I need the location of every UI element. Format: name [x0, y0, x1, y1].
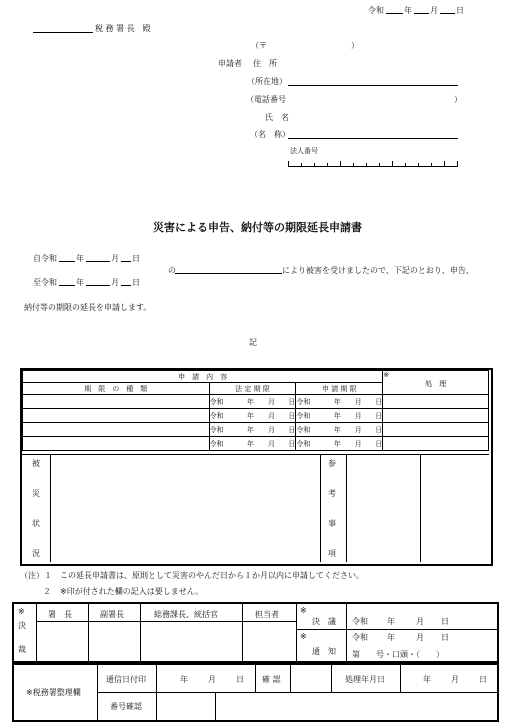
header-year: 年	[404, 6, 412, 15]
shori-label: 処 理	[425, 380, 447, 388]
request-month: 月	[341, 437, 362, 451]
shori-field	[383, 409, 489, 423]
from-day-field[interactable]	[121, 261, 131, 262]
divider	[400, 665, 401, 692]
kind-field[interactable]	[23, 409, 210, 423]
corp-number-tick	[457, 161, 458, 167]
request-year: 年	[311, 409, 341, 423]
legal-month: 月	[254, 423, 275, 437]
legal-era: 令和	[209, 423, 224, 437]
kind-field[interactable]	[23, 395, 210, 409]
notice-number: 第 号・口頭・（ ）	[352, 650, 444, 659]
divider	[420, 454, 421, 562]
tax-office-blank[interactable]	[33, 32, 93, 33]
reference-label-1: 参	[328, 459, 336, 468]
from-month-field[interactable]	[86, 261, 110, 262]
request-era: 令和	[296, 395, 311, 409]
disaster-name-field[interactable]	[175, 273, 282, 274]
request-month: 月	[341, 423, 362, 437]
request-year: 年	[311, 395, 341, 409]
manager-label: 総務課長、統括官	[154, 610, 218, 619]
phone-label: （電話番号	[246, 95, 286, 104]
from-day: 日	[132, 254, 140, 263]
address-field[interactable]	[288, 85, 458, 86]
divider	[36, 604, 37, 661]
legal-day: 日	[275, 395, 296, 409]
request-day: 日	[362, 409, 383, 423]
legal-year: 年	[224, 423, 254, 437]
divider	[140, 604, 141, 661]
postal-label: （〒	[251, 41, 267, 50]
comm-date-label: 通信日付印	[106, 675, 146, 684]
damage-field[interactable]	[52, 456, 318, 560]
comm-day: 日	[236, 675, 244, 684]
notice-day: 日	[441, 633, 449, 642]
divider	[290, 665, 291, 692]
request-era: 令和	[296, 423, 311, 437]
reason-text: により被害を受けましたので、下記のとおり、申告、	[282, 266, 474, 275]
legal-day: 日	[275, 409, 296, 423]
approval-mark: ※	[18, 607, 25, 616]
divider	[331, 665, 332, 692]
damage-label-4: 況	[32, 549, 40, 558]
kind-field[interactable]	[23, 423, 210, 437]
addressee: 税 務 署 長 殿	[95, 24, 151, 33]
office-use-label: ※税務署整理欄	[26, 688, 81, 697]
corp-number-label: 法人番号	[290, 147, 318, 155]
legal-year: 年	[224, 409, 254, 423]
divider	[215, 692, 216, 720]
col-kind: 期 限 の 種 類	[23, 383, 210, 395]
processing-month: 月	[451, 675, 459, 684]
note-2: ※印が付された欄の記入は要しません。	[60, 587, 204, 596]
legal-year: 年	[224, 395, 254, 409]
decision-year: 年	[387, 617, 395, 626]
name-field[interactable]	[288, 138, 458, 139]
corp-number-tick	[379, 163, 380, 167]
header-day: 日	[456, 6, 464, 15]
request-day: 日	[362, 423, 383, 437]
request-day: 日	[362, 437, 383, 451]
to-year: 年	[76, 278, 84, 287]
from-month: 月	[111, 254, 119, 263]
deputy-label: 副署長	[100, 610, 124, 619]
corp-number-tick	[340, 161, 341, 167]
divider	[296, 604, 297, 661]
legal-month: 月	[254, 395, 275, 409]
phone-close: ）	[454, 95, 462, 104]
legal-era: 令和	[209, 437, 224, 451]
request-year: 年	[311, 437, 341, 451]
decision-day: 日	[441, 617, 449, 626]
corp-number-tick	[405, 163, 406, 167]
comm-month: 月	[208, 675, 216, 684]
divider	[97, 692, 497, 693]
request-day: 日	[362, 395, 383, 409]
confirm-label: 確 認	[262, 675, 281, 684]
divider	[88, 604, 89, 661]
divider	[255, 665, 256, 692]
from-year: 年	[76, 254, 84, 263]
shori-mark: ※	[383, 371, 390, 379]
decision-mark: ※	[300, 606, 307, 615]
notice-era: 令和	[352, 633, 368, 642]
divider	[22, 454, 489, 455]
col-legal: 法 定 期 限	[209, 383, 296, 395]
damage-label-3: 状	[32, 519, 40, 528]
reference-label-3: 事	[328, 519, 336, 528]
reference-field[interactable]	[348, 456, 418, 560]
to-day-field[interactable]	[121, 285, 131, 286]
note-prefix-2: ２	[43, 587, 51, 596]
processing-date-label: 処理年月日	[345, 675, 385, 684]
processing-year: 年	[423, 675, 431, 684]
from-year-field[interactable]	[59, 261, 75, 262]
chief-label: 署 長	[48, 610, 72, 619]
ketsu-label: 決	[18, 621, 26, 630]
divider	[50, 454, 51, 562]
comm-year: 年	[180, 675, 188, 684]
divider	[36, 621, 296, 622]
no-particle: の	[168, 266, 176, 275]
shori-field	[383, 423, 489, 437]
table-row	[23, 409, 489, 423]
corp-number-tick	[288, 161, 289, 167]
col-request: 申 請 期 限	[296, 383, 383, 395]
table-row	[23, 423, 489, 437]
request-year: 年	[311, 423, 341, 437]
decision-month: 月	[416, 617, 424, 626]
shori-field	[383, 437, 489, 451]
divider	[346, 454, 347, 562]
request-month: 月	[341, 395, 362, 409]
applicant-label: 申請者	[218, 59, 242, 68]
to-era: 至令和	[33, 278, 57, 287]
damage-label-2: 災	[32, 489, 40, 498]
name-label: 氏 名	[265, 113, 289, 122]
header-month: 月	[430, 6, 438, 15]
decision-label: 決 議	[312, 617, 336, 626]
corp-number-tick	[431, 163, 432, 167]
request-month: 月	[341, 409, 362, 423]
note-1: この延長申請書は、原則として災害のやんだ日から１か月以内に申請してください。	[60, 571, 364, 580]
ki-label: 記	[249, 338, 257, 347]
notice-month: 月	[416, 633, 424, 642]
shori-field	[383, 395, 489, 409]
year-blank[interactable]	[386, 13, 403, 14]
legal-day: 日	[275, 423, 296, 437]
processing-day: 日	[479, 675, 487, 684]
document-title: 災害による申告、納付等の期限延長申請書	[153, 221, 362, 234]
table-row	[23, 437, 489, 451]
number-confirm-label: 番号確認	[110, 702, 142, 711]
legal-era: 令和	[209, 395, 224, 409]
legal-year: 年	[224, 437, 254, 451]
sai-label: 裁	[18, 645, 26, 654]
table-header: 申 請 内 容	[23, 371, 383, 383]
divider	[320, 454, 321, 562]
legal-month: 月	[254, 409, 275, 423]
day-blank[interactable]	[440, 13, 455, 14]
reference-label-2: 考	[328, 489, 336, 498]
legal-day: 日	[275, 437, 296, 451]
legal-month: 月	[254, 437, 275, 451]
corp-number-tick	[444, 161, 445, 167]
divider	[346, 604, 347, 661]
corp-number-tick	[314, 163, 315, 167]
header-era: 令和	[368, 6, 384, 15]
to-month: 月	[111, 278, 119, 287]
notice-label: 通 知	[312, 647, 336, 656]
to-month-field[interactable]	[86, 285, 110, 286]
request-era: 令和	[296, 409, 311, 423]
corp-name-label: （名 称）	[250, 130, 290, 139]
table-row	[23, 395, 489, 409]
legal-era: 令和	[209, 409, 224, 423]
address-label: 住 所	[253, 59, 277, 68]
corp-number-tick	[392, 161, 393, 167]
month-blank[interactable]	[414, 13, 429, 14]
from-era: 自令和	[33, 254, 57, 263]
shori-cell	[383, 371, 489, 395]
main-table	[22, 370, 489, 451]
decision-era: 令和	[352, 617, 368, 626]
corp-number-tick	[418, 163, 419, 167]
to-year-field[interactable]	[59, 285, 75, 286]
divider	[296, 629, 497, 630]
notice-year: 年	[387, 633, 395, 642]
damage-label-1: 被	[32, 459, 40, 468]
location-label: （所在地）	[247, 77, 287, 86]
corp-number-tick	[327, 163, 328, 167]
request-text: 納付等の期限の延長を申請します。	[24, 303, 152, 312]
officer-label: 担当者	[255, 610, 279, 619]
divider	[242, 604, 243, 661]
to-day: 日	[132, 278, 140, 287]
corp-number-tick	[353, 163, 354, 167]
postal-close: ）	[351, 41, 359, 50]
notice-mark: ※	[300, 632, 307, 641]
corp-number-tick	[366, 163, 367, 167]
note-prefix-1: （注）１	[20, 571, 52, 580]
request-era: 令和	[296, 437, 311, 451]
corp-number-tick	[301, 163, 302, 167]
kind-field[interactable]	[23, 437, 210, 451]
reference-label-4: 項	[328, 549, 336, 558]
